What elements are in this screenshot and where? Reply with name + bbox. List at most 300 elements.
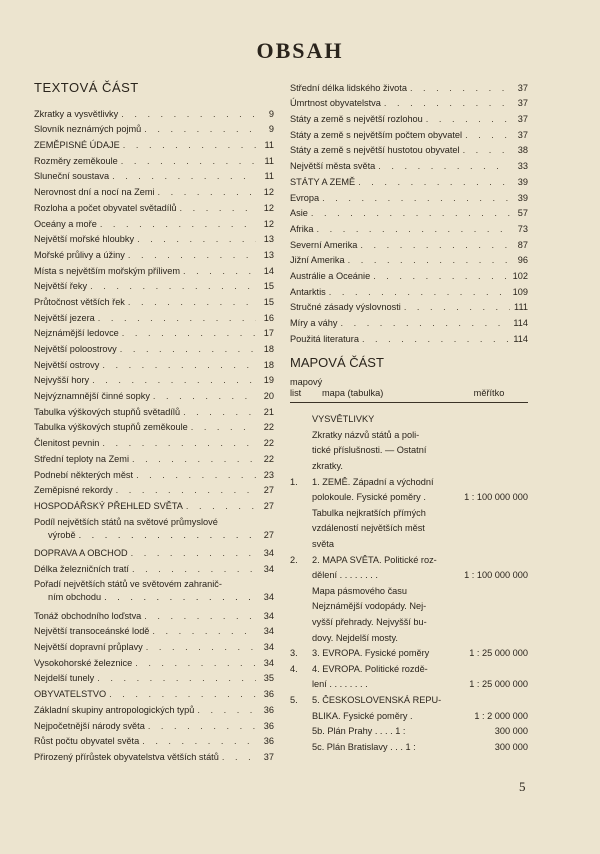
toc-entry	[34, 653, 274, 669]
leader-dots	[155, 187, 256, 198]
map-title: BLIKA. Fysické poměry .	[312, 710, 413, 721]
toc-entry-text: Podnebí některých měst	[34, 469, 134, 480]
toc-entry-wrapped	[34, 512, 274, 543]
toc-entry-page: 34	[263, 563, 274, 574]
toc-entry-page: 39	[517, 176, 528, 187]
toc-entry	[34, 433, 274, 449]
toc-entry	[34, 292, 274, 308]
toc-entry-page: 34	[263, 547, 274, 558]
toc-entry	[34, 606, 274, 622]
toc-entry-text: Severní Amerika	[290, 239, 358, 250]
toc-entry-text: Střední délka lidského života	[290, 82, 407, 93]
toc-entry	[34, 559, 274, 575]
leader-dots	[407, 83, 510, 94]
map-list-line	[290, 424, 528, 440]
toc-entry	[34, 230, 274, 246]
leader-dots	[119, 328, 256, 339]
toc-entry-page: 18	[263, 359, 274, 370]
map-title: 5b. Plán Prahy . . . . 1 :	[312, 726, 406, 737]
toc-entry-text: Státy a země s největší hustotou obyvatel	[290, 145, 460, 156]
map-title: Mapa pásmového času	[312, 585, 407, 596]
toc-entry-text: Použitá literatura	[290, 333, 359, 344]
map-list-line	[290, 518, 528, 534]
toc-entry-page: 22	[263, 438, 274, 449]
toc-entry-text: Evropa	[290, 192, 320, 203]
toc-entry	[34, 214, 274, 230]
toc-entry-text: Největší jezera	[34, 312, 95, 323]
toc-entry-page: 34	[263, 592, 274, 603]
leader-dots	[94, 673, 256, 684]
map-scale: 1 : 2 000 000	[474, 710, 528, 721]
toc-entry-page: 102	[512, 270, 528, 281]
leader-dots	[150, 391, 256, 402]
toc-entry	[290, 109, 528, 125]
map-list-line	[290, 658, 528, 674]
toc-entry	[34, 732, 274, 748]
toc-entry-page: 109	[512, 286, 528, 297]
toc-entry	[290, 235, 528, 251]
leader-dots	[462, 130, 510, 141]
leader-dots	[194, 705, 256, 716]
toc-entry-page: 34	[263, 626, 274, 637]
toc-entry-page: 39	[517, 192, 528, 203]
toc-entry-page: 36	[263, 720, 274, 731]
leader-dots	[337, 318, 510, 329]
map-sheet-number: 1.	[290, 476, 298, 487]
toc-entry	[34, 402, 274, 418]
leader-dots	[106, 689, 256, 700]
leader-dots	[128, 548, 256, 559]
toc-entry	[34, 622, 274, 638]
leader-dots	[326, 287, 510, 298]
map-header-sheet-line1: mapový	[290, 376, 323, 387]
leader-dots	[460, 145, 510, 156]
toc-entry-page: 27	[263, 500, 274, 511]
toc-entry-page: 36	[263, 736, 274, 747]
leader-dots	[188, 422, 256, 433]
toc-entry-text: Průtočnost větších řek	[34, 296, 125, 307]
leader-dots	[120, 140, 256, 151]
map-title: polokoule. Fysické poměry .	[312, 492, 426, 503]
toc-entry-page: 19	[263, 375, 274, 386]
map-title: Zkratky názvů států a poli-	[312, 429, 420, 440]
leader-dots	[129, 564, 256, 575]
toc-entry-page: 36	[263, 704, 274, 715]
leader-dots	[117, 344, 256, 355]
leader-dots	[183, 501, 256, 512]
toc-entry-page: 96	[517, 255, 528, 266]
toc-entry-page: 37	[517, 98, 528, 109]
map-list-line	[290, 674, 528, 690]
map-title: 1. ZEMĚ. Západní a východní	[312, 476, 434, 487]
toc-entry	[34, 669, 274, 685]
map-title: lení . . . . . . . .	[312, 679, 368, 690]
map-sheet-number: 2.	[290, 554, 298, 565]
toc-entry-text: Státy a země s největším počtem obyvatel	[290, 129, 463, 140]
leader-dots	[89, 375, 256, 386]
text-section-column	[34, 78, 274, 763]
toc-entry-page: 12	[263, 187, 274, 198]
toc-entry	[34, 700, 274, 716]
toc-entry-page: 11	[264, 140, 274, 151]
leader-dots	[132, 658, 256, 669]
map-scale: 300 000	[494, 726, 528, 737]
toc-entry-page: 23	[263, 469, 274, 480]
toc-entry-text: STÁTY A ZEMĚ	[290, 176, 356, 187]
toc-entry-text: Vysokohorské železnice	[34, 657, 133, 668]
leader-dots	[381, 98, 510, 109]
map-list-line	[290, 549, 528, 565]
map-title: 2. MAPA SVĚTA. Politické roz-	[312, 554, 437, 565]
map-list-line	[290, 533, 528, 549]
toc-entry-text: Podíl největších států na světové průmyslové	[34, 516, 218, 527]
map-title: 3. EVROPA. Fysické poměry	[312, 648, 430, 659]
toc-entry-page: 14	[263, 265, 274, 276]
toc-entry-text: Tonáž obchodního loďstva	[34, 610, 142, 621]
leader-dots	[145, 721, 256, 732]
toc-entry-text: Největší řeky	[34, 281, 88, 292]
toc-entry-page: 36	[263, 689, 274, 700]
map-title: dovy. Nejdelší mosty.	[312, 632, 398, 643]
toc-entry	[34, 481, 274, 497]
toc-entry-page: 12	[263, 218, 274, 229]
leader-dots	[141, 124, 256, 135]
map-scale: 1 : 100 000 000	[464, 492, 528, 503]
toc-entry-page: 18	[263, 344, 274, 354]
map-list	[290, 409, 528, 752]
toc-entry-page: 33	[517, 161, 528, 172]
toc-entry-page: 20	[263, 391, 274, 402]
leader-dots	[370, 271, 510, 282]
leader-dots	[177, 203, 257, 214]
toc-entry	[34, 386, 274, 402]
toc-entry-text-cont: výrobě	[48, 529, 76, 540]
toc-entry	[290, 251, 528, 267]
toc-entry-text: Členitost pevnin	[34, 438, 100, 449]
leader-dots	[308, 208, 510, 219]
map-section-heading: MAPOVÁ ČÁST	[290, 354, 384, 370]
toc-entry-page: 15	[263, 296, 274, 307]
toc-entry-page: 22	[263, 422, 274, 433]
toc-entry	[290, 298, 528, 314]
text-section-entries-2	[34, 543, 274, 574]
map-title: světa	[312, 539, 334, 550]
toc-entry-text: Délka železničních tratí	[34, 563, 129, 574]
toc-entry-text: Státy a země s největší rozlohou	[290, 114, 423, 125]
map-list-line	[290, 440, 528, 456]
map-list-line	[290, 409, 528, 425]
toc-entry-page: 9	[268, 108, 274, 119]
leader-dots	[141, 611, 256, 622]
leader-dots	[125, 250, 256, 261]
map-list-line	[290, 611, 528, 627]
map-list-line	[290, 471, 528, 487]
map-title: zkratky.	[312, 461, 343, 472]
toc-entry-page: 38	[517, 145, 528, 156]
toc-entry	[34, 543, 274, 559]
toc-entry-page: 35	[263, 673, 274, 684]
toc-entry-text: Přirozený přírůstek obyvatelstva větších států	[34, 751, 219, 762]
toc-entry	[34, 465, 274, 481]
toc-entry-text: Antarktis	[290, 286, 326, 297]
leader-dots	[133, 470, 256, 481]
toc-entry	[34, 449, 274, 465]
toc-entry-page: 27	[263, 485, 274, 496]
toc-entry-text: Nejznámější ledovce	[34, 328, 119, 339]
leader-dots	[357, 240, 510, 251]
toc-entry-text: Tabulka výškových stupňů zeměkoule	[34, 422, 188, 433]
map-sheet-number: 5.	[290, 694, 298, 705]
map-scale: 300 000	[494, 741, 528, 752]
toc-entry-text: Pořadí největších států ve světovém zahranič-	[34, 579, 222, 590]
toc-entry	[34, 747, 274, 763]
page-number: 5	[519, 779, 526, 794]
map-list-line	[290, 502, 528, 518]
map-header-scale: měřítko	[473, 387, 505, 398]
leader-dots	[118, 156, 256, 167]
toc-entry-text: HOSPODÁŘSKÝ PŘEHLED SVĚTA	[34, 500, 183, 511]
toc-entry	[34, 167, 274, 183]
leader-dots	[149, 626, 256, 637]
leader-dots	[355, 177, 510, 188]
toc-entry	[34, 355, 274, 371]
toc-entry	[34, 104, 274, 120]
toc-entry-page: 87	[517, 239, 528, 250]
toc-entry-text: ZEMĚPISNÉ ÚDAJE	[34, 140, 120, 151]
map-list-line	[290, 580, 528, 596]
map-list-line	[290, 627, 528, 643]
map-header-sheet-line2: list	[290, 387, 302, 398]
toc-entry-text: Největší města světa	[290, 161, 376, 172]
toc-entry	[290, 156, 528, 172]
leader-dots	[99, 360, 256, 371]
toc-entry-text: Sluneční soustava	[34, 171, 110, 182]
map-list-line	[290, 643, 528, 659]
toc-entry	[290, 141, 528, 157]
leader-dots	[125, 297, 256, 308]
toc-entry-page: 22	[263, 453, 274, 464]
toc-entry-text: Nejvyšší hory	[34, 375, 90, 386]
toc-entry	[34, 135, 274, 151]
toc-entry-page: 27	[263, 529, 274, 540]
map-header-map: mapa (tabulka)	[322, 387, 384, 398]
toc-entry-text: Jižní Amerika	[290, 255, 345, 266]
map-list-line	[290, 487, 528, 503]
toc-entry-page: 73	[517, 223, 528, 234]
toc-entry-text: Úmrtnost obyvatelstva	[290, 98, 381, 109]
map-title: VYSVĚTLIVKY	[312, 414, 375, 425]
toc-entry-text: Oceány a moře	[34, 218, 97, 229]
map-list-line	[290, 705, 528, 721]
map-scale: 1 : 25 000 000	[469, 648, 528, 659]
map-sheet-number: 3.	[290, 648, 298, 659]
toc-entry-text: Austrálie a Oceánie	[290, 270, 371, 281]
leader-dots	[113, 485, 256, 496]
toc-entry-page: 17	[263, 328, 274, 339]
toc-entry	[34, 261, 274, 277]
map-table-header	[290, 375, 528, 403]
toc-entry-text: Největší dopravní průplavy	[34, 642, 143, 653]
toc-entry-page: 9	[268, 124, 274, 135]
leader-dots	[180, 266, 256, 277]
toc-entry	[290, 204, 528, 220]
text-section-heading: TEXTOVÁ ČÁST	[34, 80, 139, 95]
map-title: 5c. Plán Bratislavy . . . 1 :	[312, 741, 416, 752]
page-title: OBSAH	[256, 38, 344, 63]
toc-entry-text-cont: ním obchodu	[48, 592, 102, 603]
toc-entry-page: 11	[264, 155, 274, 166]
leader-dots	[423, 114, 510, 125]
toc-entry-page: 21	[263, 406, 274, 417]
leader-dots	[87, 281, 256, 292]
toc-entry-text: Asie	[290, 208, 308, 219]
leader-dots	[109, 171, 256, 182]
toc-entry	[34, 245, 274, 261]
toc-entry-page: 15	[263, 281, 274, 292]
leader-dots	[139, 736, 256, 747]
toc-entry	[290, 94, 528, 110]
leader-dots	[143, 642, 256, 653]
toc-entry	[290, 282, 528, 298]
toc-entry-page: 37	[517, 129, 528, 140]
toc-entry-page: 16	[263, 312, 274, 323]
toc-entry	[290, 172, 528, 188]
toc-entry-page: 37	[263, 751, 274, 762]
toc-entry-wrapped	[34, 575, 274, 606]
toc-entry	[34, 308, 274, 324]
toc-entry-text: Nerovnost dní a nocí na Zemi	[34, 187, 155, 198]
toc-entry	[290, 78, 528, 94]
leader-dots	[118, 109, 256, 120]
toc-entry	[290, 329, 528, 345]
leader-dots	[345, 255, 510, 266]
toc-entry-text: Místa s největším mořským přílivem	[34, 265, 180, 276]
toc-entry-text: Afrika	[290, 223, 314, 234]
toc-entry-text: Míry a váhy	[290, 318, 338, 328]
map-list-line	[290, 565, 528, 581]
toc-entry-page: 13	[263, 234, 274, 245]
toc-entry-page: 12	[263, 202, 274, 213]
toc-entry-page: 114	[513, 333, 528, 344]
leader-dots	[375, 161, 510, 172]
toc-entry	[34, 151, 274, 167]
map-title: vzdáleností největších měst	[312, 523, 425, 534]
toc-entry	[34, 684, 274, 700]
toc-entry-page: 34	[263, 642, 274, 653]
toc-entry-page: 37	[517, 114, 528, 125]
leader-dots	[97, 219, 256, 230]
toc-entry-text: Nejdelší tunely	[34, 673, 95, 684]
toc-entry-page: 114	[513, 318, 528, 328]
toc-entry	[34, 182, 274, 198]
right-column	[290, 78, 528, 752]
toc-entry	[290, 266, 528, 282]
toc-entry	[34, 198, 274, 214]
toc-entry-page: 34	[263, 657, 274, 668]
map-title: 4. EVROPA. Politické rozdě-	[312, 663, 428, 674]
toc-entry	[34, 277, 274, 293]
toc-entry	[34, 637, 274, 653]
toc-entry	[290, 188, 528, 204]
toc-entry	[34, 324, 274, 340]
leader-dots	[134, 234, 256, 245]
toc-entry-page: 37	[517, 82, 528, 93]
map-scale: 1 : 100 000 000	[464, 570, 528, 581]
map-list-line	[290, 596, 528, 612]
map-scale: 1 : 25 000 000	[469, 679, 528, 690]
leader-dots	[95, 313, 256, 324]
map-title: tické příslušnosti. — Ostatní	[312, 445, 427, 456]
toc-entry-text: Zeměpisné rekordy	[34, 485, 113, 496]
leader-dots	[314, 224, 511, 235]
toc-entry	[290, 313, 528, 329]
toc-entry	[34, 371, 274, 387]
leader-dots	[359, 334, 510, 345]
toc-entry-text: Slovník neznámých pojmů	[34, 124, 142, 135]
leader-dots	[401, 302, 510, 313]
leader-dots	[99, 438, 256, 449]
text-section-entries	[34, 104, 274, 512]
leader-dots	[129, 454, 256, 465]
map-title: Nejznámější vodopády. Nej-	[312, 601, 427, 612]
toc-entry	[34, 120, 274, 136]
toc-entry-text: Tabulka výškových stupňů světadílů	[34, 406, 181, 417]
toc-entry	[34, 496, 274, 512]
toc-entry-text: Největší ostrovy	[34, 359, 100, 370]
toc-entry	[34, 339, 274, 355]
map-title: Tabulka nejkratších přímých	[312, 507, 426, 518]
toc-entry-page: 57	[517, 208, 528, 219]
toc-entry-text: DOPRAVA A OBCHOD	[34, 547, 128, 558]
toc-entry-text: Největší mořské hloubky	[34, 234, 135, 245]
map-title: 5. ČESKOSLOVENSKÁ REPU-	[312, 694, 442, 705]
map-header-sheet	[290, 376, 323, 399]
toc-entry	[290, 125, 528, 141]
toc-entry-text: Největší poloostrovy	[34, 344, 117, 354]
leader-dots	[219, 752, 256, 763]
toc-entry-text: Růst počtu obyvatel světa	[34, 736, 140, 747]
toc-entry-text: Nejpočetnější národy světa	[34, 720, 145, 731]
toc-entry-text: Zkratky a vysvětlivky	[34, 108, 119, 119]
leader-dots	[319, 193, 510, 204]
toc-entry-text: Největší transoceánské lodě	[34, 626, 150, 637]
map-title: dělení . . . . . . . .	[312, 570, 378, 581]
toc-entry	[34, 418, 274, 434]
toc-entry-text: Stručné zásady výslovnosti	[290, 302, 401, 313]
toc-entry	[290, 219, 528, 235]
map-sheet-number: 4.	[290, 663, 298, 674]
map-list-line	[290, 736, 528, 752]
toc-entry-text: Rozloha a počet obyvatel světadílů	[34, 202, 177, 213]
map-list-line	[290, 689, 528, 705]
toc-entry-page: 34	[263, 610, 274, 621]
toc-entry-page: 11	[264, 171, 274, 182]
toc-entry	[34, 716, 274, 732]
toc-entry-text: Základní skupiny antropologických typů	[34, 704, 195, 715]
map-title: vyšší přehrady. Nejvyšší bu-	[312, 617, 427, 627]
map-list-line	[290, 721, 528, 737]
text-section-entries-3	[34, 606, 274, 763]
toc-entry-text: Střední teploty na Zemi	[34, 453, 129, 464]
toc-entry-text: Nejvýznamnější činné sopky	[34, 391, 150, 402]
leader-dots	[180, 407, 256, 418]
toc-entry-text: OBYVATELSTVO	[34, 689, 107, 700]
toc-entry-page: 13	[263, 249, 274, 260]
right-entries	[290, 78, 528, 345]
toc-entry-page: 111	[514, 302, 528, 313]
toc-entry-text: Mořské průlivy a úžiny	[34, 249, 125, 260]
map-list-line	[290, 455, 528, 471]
